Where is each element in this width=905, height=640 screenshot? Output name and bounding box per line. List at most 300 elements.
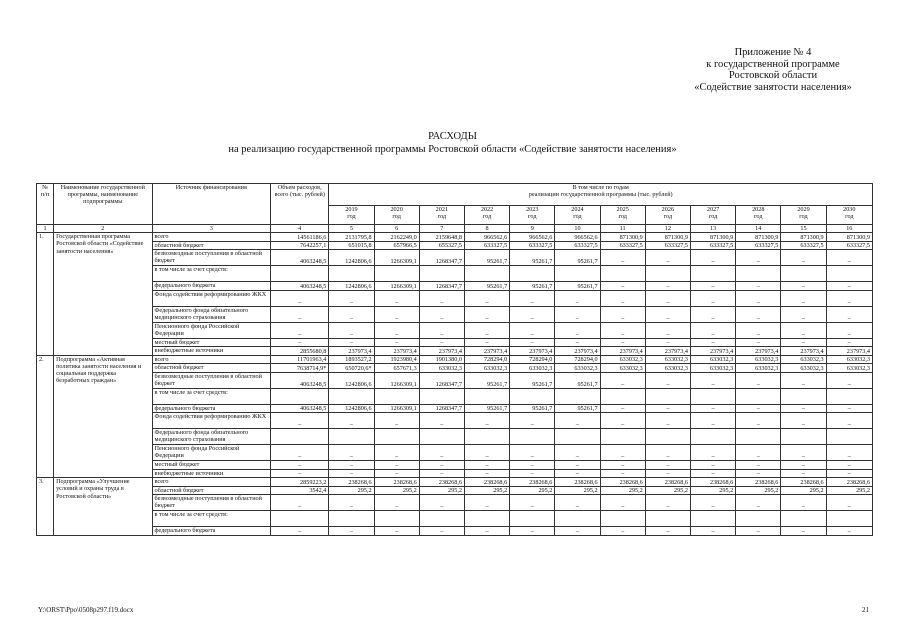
table-row (37, 404, 873, 413)
funding-source: в том числе за счет средств: (152, 266, 271, 282)
year-value: – (781, 306, 826, 322)
year-value: 966562,6 (555, 233, 600, 242)
year-value: – (374, 461, 419, 470)
year-value: – (645, 282, 690, 291)
header-year-word: год (573, 213, 582, 221)
year-value: 633032,3 (464, 364, 509, 373)
year-value: 95261,7 (464, 372, 509, 388)
year-value: – (826, 413, 872, 429)
year-value: – (645, 495, 690, 511)
year-value: 237973,4 (826, 347, 872, 356)
year-value: – (781, 282, 826, 291)
table-row (37, 364, 873, 373)
year-value (419, 429, 464, 445)
table-row (37, 372, 873, 388)
table-row (37, 486, 873, 495)
year-value: – (690, 322, 735, 338)
header-year-2026 (645, 206, 690, 225)
year-value: – (781, 338, 826, 347)
year-value: 966562,6 (510, 233, 555, 242)
funding-source: федерального бюджета (152, 404, 271, 413)
funding-source: местный бюджет (152, 338, 271, 347)
year-value (374, 429, 419, 445)
year-value: 633032,3 (600, 364, 645, 373)
funding-source: областной бюджет (152, 241, 271, 250)
year-value: – (419, 445, 464, 461)
year-value: – (464, 461, 509, 470)
total-value: 11701963,4 (271, 355, 329, 364)
header-year-2025 (600, 206, 645, 225)
total-value: 7642257,1 (271, 241, 329, 250)
year-value: – (645, 469, 690, 478)
year-value: – (781, 372, 826, 388)
funding-source: безвозмездные поступления в областной бюджет (152, 495, 271, 511)
table-row (37, 322, 873, 338)
total-value: 4063248,5 (271, 282, 329, 291)
year-value: 295,2 (600, 486, 645, 495)
year-value: 237973,4 (600, 347, 645, 356)
year-value: – (374, 527, 419, 536)
year-value: 633032,3 (736, 355, 781, 364)
year-value: – (736, 527, 781, 536)
year-value: 237973,4 (374, 347, 419, 356)
year-value (736, 388, 781, 404)
year-value: 238268,6 (555, 478, 600, 487)
header-year-word: год (754, 213, 763, 221)
year-value: – (329, 306, 374, 322)
year-value: – (736, 413, 781, 429)
year-value: 95261,7 (510, 372, 555, 388)
year-value: – (464, 527, 509, 536)
year-value: 237973,4 (645, 347, 690, 356)
year-value: 633327,5 (555, 241, 600, 250)
total-value (271, 511, 329, 527)
year-value: – (419, 338, 464, 347)
header-year-2020 (374, 206, 419, 225)
year-value: – (781, 250, 826, 266)
year-value: 237973,4 (690, 347, 735, 356)
year-value: – (374, 413, 419, 429)
header-year-2024 (555, 206, 600, 225)
funding-source: Фонда содействия реформированию ЖКХ (152, 290, 271, 306)
section-name: Государственная программа Ростовской области «Содействие занятости населения» (54, 233, 152, 356)
table-row (37, 355, 873, 364)
year-value (464, 388, 509, 404)
year-value: 1266309,1 (374, 372, 419, 388)
header-year-word: год (528, 213, 537, 221)
year-value: – (600, 445, 645, 461)
year-value: – (510, 445, 555, 461)
file-path: Y:\ORST\Ppo\0508p297.f19.docx (38, 606, 134, 614)
year-value: 2162249,0 (374, 233, 419, 242)
year-value: 633327,5 (826, 241, 872, 250)
section-number: 1. (37, 233, 54, 356)
year-value: 1242806,6 (329, 372, 374, 388)
year-value: – (645, 306, 690, 322)
appendix-header (683, 47, 863, 93)
year-value: 633032,3 (419, 364, 464, 373)
year-value (690, 266, 735, 282)
header-year-word: год (618, 213, 627, 221)
year-value: 633032,3 (555, 364, 600, 373)
header-year-value: 2025 (616, 206, 629, 213)
year-value: – (510, 306, 555, 322)
year-value: 95261,7 (555, 372, 600, 388)
year-value: – (645, 527, 690, 536)
funding-source: безвозмездные поступления в областной бюджет (152, 372, 271, 388)
year-value: – (510, 322, 555, 338)
year-value: – (600, 306, 645, 322)
year-value: – (736, 445, 781, 461)
year-value: 237973,4 (510, 347, 555, 356)
table-row (37, 495, 873, 511)
year-value: – (781, 413, 826, 429)
total-value: 2859223,2 (271, 478, 329, 487)
year-value: 237973,4 (419, 347, 464, 356)
year-value: 871300,9 (736, 233, 781, 242)
table-row (37, 250, 873, 266)
year-value (645, 266, 690, 282)
total-value: – (271, 495, 329, 511)
table-row (37, 445, 873, 461)
year-value: – (690, 338, 735, 347)
year-value: 633032,3 (690, 364, 735, 373)
year-value: – (690, 445, 735, 461)
year-value: 238268,6 (690, 478, 735, 487)
year-value (826, 511, 872, 527)
total-value: 2855680,8 (271, 347, 329, 356)
year-value: – (329, 290, 374, 306)
header-year-value: 2022 (480, 206, 494, 213)
year-value: 633032,3 (781, 355, 826, 364)
year-value: 238268,6 (374, 478, 419, 487)
year-value: – (826, 306, 872, 322)
year-value: 2159648,8 (419, 233, 464, 242)
year-value: – (645, 445, 690, 461)
year-value (555, 266, 600, 282)
header-year-word: год (708, 213, 718, 221)
year-value: 966562,6 (464, 233, 509, 242)
year-value: – (374, 306, 419, 322)
year-value: – (600, 338, 645, 347)
year-value: 238268,6 (419, 478, 464, 487)
document-title: РАСХОДЫ (428, 131, 477, 142)
year-value (329, 388, 374, 404)
table-row (37, 266, 873, 282)
year-value: – (690, 282, 735, 291)
year-value: 1923980,4 (374, 355, 419, 364)
section-number: 3. (37, 478, 54, 536)
year-value: 633032,3 (826, 364, 872, 373)
funding-source: безвозмездные поступления в областной бюджет (152, 250, 271, 266)
appendix-line-2: к государственной программе (706, 58, 840, 70)
year-value (600, 511, 645, 527)
year-value: 1266309,1 (374, 282, 419, 291)
year-value: 871300,9 (600, 233, 645, 242)
header-year-value: 2029 (797, 206, 810, 213)
year-value (781, 266, 826, 282)
year-value: – (826, 469, 872, 478)
year-value: – (736, 372, 781, 388)
table-row (37, 461, 873, 470)
year-value: – (419, 290, 464, 306)
column-number: 16 (826, 225, 872, 233)
header-name: Наименование государственной программы, наименование подпрограммы (54, 184, 152, 225)
year-value: 295,2 (419, 486, 464, 495)
table-row (37, 347, 873, 356)
year-value: – (600, 413, 645, 429)
year-value: 238268,6 (329, 478, 374, 487)
header-year-word: год (392, 213, 401, 221)
year-value: – (374, 469, 419, 478)
year-value: – (600, 282, 645, 291)
header-year-value: 2026 (661, 206, 675, 213)
year-value: – (510, 469, 555, 478)
year-value: – (555, 495, 600, 511)
year-value (781, 388, 826, 404)
header-year-2022 (464, 206, 509, 225)
year-value: 1268347,7 (419, 404, 464, 413)
year-value: – (645, 322, 690, 338)
total-value: 4063248,5 (271, 372, 329, 388)
year-value: – (464, 495, 509, 511)
year-value: 1266309,1 (374, 250, 419, 266)
year-value: – (555, 338, 600, 347)
column-number: 2 (54, 225, 152, 233)
year-value: 657966,5 (374, 241, 419, 250)
year-value: 295,2 (329, 486, 374, 495)
year-value: 633032,3 (645, 364, 690, 373)
year-value: 2131795,8 (329, 233, 374, 242)
year-value: – (464, 306, 509, 322)
header-year-2029 (781, 206, 826, 225)
year-value: – (645, 250, 690, 266)
year-value: 238268,6 (645, 478, 690, 487)
year-value: – (645, 338, 690, 347)
year-value: – (600, 495, 645, 511)
year-value: – (374, 290, 419, 306)
year-value: – (464, 445, 509, 461)
year-value: – (826, 372, 872, 388)
year-value (329, 266, 374, 282)
funding-source: всего (152, 233, 271, 242)
year-value: 728294,0 (555, 355, 600, 364)
funding-source: Пенсионного фонда Российской Федерации (152, 445, 271, 461)
year-value: – (826, 495, 872, 511)
header-year-value: 2028 (752, 206, 765, 213)
year-value (419, 388, 464, 404)
year-value: – (555, 413, 600, 429)
year-value (645, 511, 690, 527)
year-value: – (781, 290, 826, 306)
year-value: – (690, 413, 735, 429)
year-value: – (374, 495, 419, 511)
year-value: – (600, 372, 645, 388)
table-row (37, 413, 873, 429)
funding-source: в том числе за счет средств: (152, 511, 271, 527)
total-value: – (271, 445, 329, 461)
header-year-value: 2030 (843, 206, 856, 213)
header-years-group (329, 184, 873, 206)
year-value: 295,2 (690, 486, 735, 495)
year-value: – (781, 469, 826, 478)
year-value: – (329, 469, 374, 478)
year-value: – (781, 404, 826, 413)
year-value (464, 429, 509, 445)
year-value: 295,2 (781, 486, 826, 495)
table-row (37, 469, 873, 478)
year-value: – (826, 322, 872, 338)
header-year-word: год (482, 213, 492, 221)
year-value: – (826, 282, 872, 291)
year-value: – (690, 495, 735, 511)
year-value: – (329, 322, 374, 338)
year-value: – (329, 495, 374, 511)
column-number: 10 (555, 225, 600, 233)
header-year-word: год (663, 213, 673, 221)
year-value: – (510, 290, 555, 306)
total-value (271, 429, 329, 445)
funding-source: Федерального фонда обязательного медицинского страхования (152, 429, 271, 445)
year-value (600, 429, 645, 445)
year-value: – (645, 372, 690, 388)
year-value (464, 266, 509, 282)
header-year-2027 (690, 206, 735, 225)
year-value: – (600, 469, 645, 478)
header-year-2030 (826, 206, 872, 225)
column-number: 7 (419, 225, 464, 233)
funding-source: Фонда содействия реформированию ЖКХ (152, 413, 271, 429)
year-value: 95261,7 (464, 250, 509, 266)
year-value (736, 266, 781, 282)
header-source: Источник финансирования (152, 184, 271, 225)
table-row (37, 388, 873, 404)
total-value: 4063248,5 (271, 404, 329, 413)
year-value: – (555, 290, 600, 306)
funding-source: Пенсионного фонда Российской Федерации (152, 322, 271, 338)
year-value: – (600, 250, 645, 266)
header-year-value: 2021 (435, 206, 449, 213)
total-value: – (271, 527, 329, 536)
header-year-word: год (799, 213, 808, 221)
year-value (510, 266, 555, 282)
year-value: 1901380,0 (419, 355, 464, 364)
year-value: – (826, 290, 872, 306)
document-subtitle: на реализацию государственной программы Ростовской области «Содействие занятости населения» (228, 144, 677, 155)
table-row (37, 282, 873, 291)
year-value: 295,2 (464, 486, 509, 495)
year-value: 1268347,7 (419, 250, 464, 266)
year-value: – (645, 404, 690, 413)
year-value (826, 266, 872, 282)
year-value: – (736, 306, 781, 322)
header-year-value: 2023 (526, 206, 539, 213)
year-value: – (329, 338, 374, 347)
year-value: – (781, 495, 826, 511)
year-value: – (510, 461, 555, 470)
year-value: – (645, 290, 690, 306)
year-value: – (826, 338, 872, 347)
year-value: 633032,3 (690, 355, 735, 364)
column-number: 14 (736, 225, 781, 233)
year-value: – (464, 338, 509, 347)
header-year-2019 (329, 206, 374, 225)
year-value: – (464, 469, 509, 478)
year-value: – (329, 445, 374, 461)
year-value: – (329, 413, 374, 429)
year-value: 1268347,7 (419, 282, 464, 291)
year-value (690, 511, 735, 527)
table-row (37, 429, 873, 445)
year-value: 871300,9 (826, 233, 872, 242)
year-value: – (826, 461, 872, 470)
year-value: – (555, 306, 600, 322)
year-value: 633327,5 (736, 241, 781, 250)
section-name: Подпрограмма «Активная политика занятости населения и социальная поддержка безработных граждан» (54, 355, 152, 478)
year-value: 728294,0 (510, 355, 555, 364)
header-year-value: 2024 (571, 206, 584, 213)
year-value: 1893527,2 (329, 355, 374, 364)
year-value: – (781, 527, 826, 536)
year-value: 295,2 (826, 486, 872, 495)
year-value (374, 511, 419, 527)
year-value: – (645, 413, 690, 429)
year-value (555, 511, 600, 527)
funding-source: федерального бюджета (152, 527, 271, 536)
header-year-word: год (437, 213, 447, 221)
year-value: 1242806,6 (329, 282, 374, 291)
header-year-value: 2020 (390, 206, 403, 213)
year-value: – (419, 527, 464, 536)
header-year-word: год (347, 213, 356, 221)
year-value: – (600, 404, 645, 413)
page-number: 21 (862, 606, 869, 614)
year-value (419, 511, 464, 527)
header-year-2021 (419, 206, 464, 225)
year-value: 871300,9 (781, 233, 826, 242)
year-value (510, 388, 555, 404)
year-value: 1268347,7 (419, 372, 464, 388)
year-value: 633032,3 (781, 364, 826, 373)
year-value (645, 388, 690, 404)
year-value (600, 388, 645, 404)
year-value (645, 429, 690, 445)
year-value: – (690, 306, 735, 322)
year-value: 633327,5 (600, 241, 645, 250)
year-value: – (600, 290, 645, 306)
year-value: 633032,3 (736, 364, 781, 373)
year-value: – (510, 527, 555, 536)
year-value: – (329, 461, 374, 470)
header-year-value: 2027 (706, 206, 720, 213)
year-value: 655327,5 (419, 241, 464, 250)
year-value: – (555, 322, 600, 338)
year-value: – (510, 338, 555, 347)
funding-source: внебюджетные источники (152, 469, 271, 478)
year-value: 237973,4 (781, 347, 826, 356)
appendix-line-3: Ростовской области (728, 70, 818, 81)
year-value (690, 429, 735, 445)
year-value (374, 388, 419, 404)
year-value: 633032,3 (600, 355, 645, 364)
year-value: – (419, 306, 464, 322)
year-value: 238268,6 (826, 478, 872, 487)
table-row (37, 241, 873, 250)
year-value: 238268,6 (464, 478, 509, 487)
expenses-table (36, 183, 873, 536)
year-value (736, 511, 781, 527)
total-value (271, 266, 329, 282)
